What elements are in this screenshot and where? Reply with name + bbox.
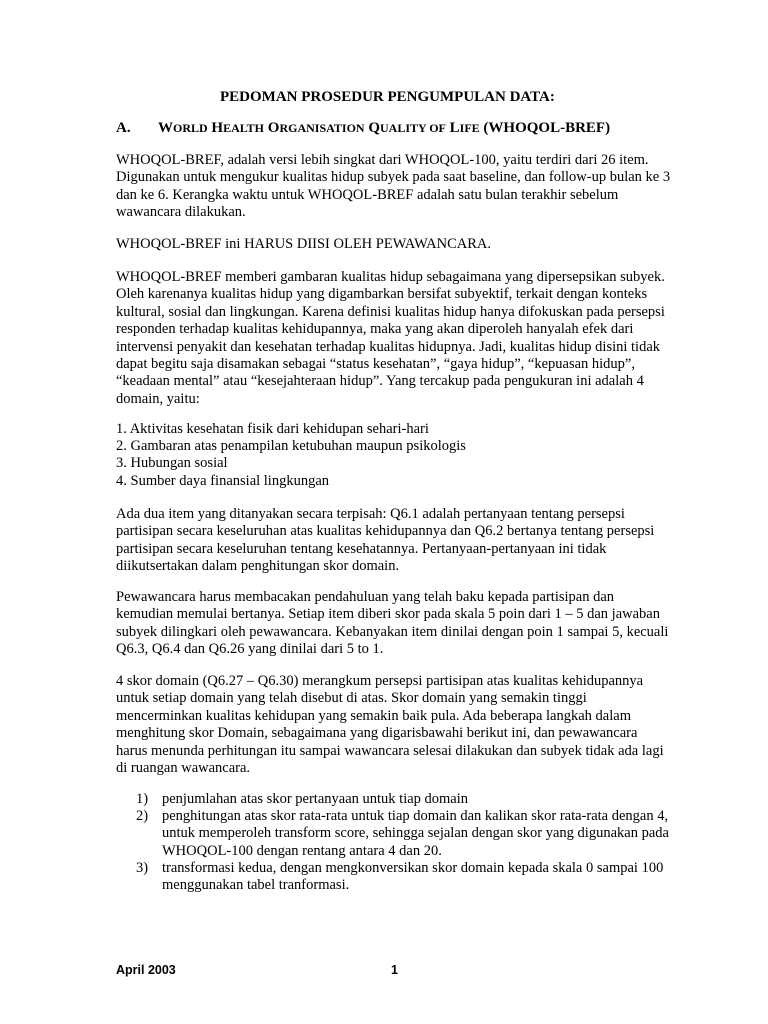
domain-list-item: 2. Gambaran atas penampilan ketubuhan maupun psikologis bbox=[116, 438, 466, 455]
section-word-cap: H bbox=[211, 120, 224, 136]
step-text: transformasi kedua, dengan mengkonversikan skor domain kepada skala 0 sampai 100 menggunakan tabel tranformasi. bbox=[162, 859, 664, 894]
paragraph-notice: WHOQOL-BREF ini HARUS DIISI OLEH PEWAWANCARA. bbox=[116, 236, 492, 252]
domain-list-item: 4. Sumber daya finansial lingkungan bbox=[116, 472, 330, 489]
steps-list bbox=[136, 791, 676, 894]
section-word-cap: L bbox=[449, 120, 460, 136]
paragraph-interviewer: Pewawancara harus membacakan pendahuluan yang telah baku kepada partisipan dan kemudian memulai bertanya. Setiap item diberi skor pada skala 5 poin dari 1 – 5 dan jawaban subyek dilingkari oleh pewawancara. Kebanyakan item dinilai dengan poin 1 sampai 5, kecuali Q6.3, Q6.4 dan Q6.26 yang dinilai dari 5 to 1. bbox=[116, 589, 669, 658]
paragraph-description: WHOQOL-BREF memberi gambaran kualitas hidup sebagaimana yang dipersepsikan subyek. Oleh karenanya kualitas hidup yang digambarkan bersifat subyektif, terkait dengan konteks kultural, sosial dan lingkungan. Karena definisi kualitas hidup hanya difokuskan pada persepsi responden terhadap kualitas kehidupannya, maka yang akan diperoleh hanyalah efek dari intervensi penyakit dan kesehatan terhadap kualitas hidupnya. Jadi, kualitas hidup disini tidak dapat begitu saja disamakan sebagai “status kesehatan”, “gaya hidup”, “kepuasan hidup”, “keadaan mental” atau “kesejahteraan hidup”. Yang tercakup pada pengukuran ini adalah 4 domain, yaitu: bbox=[116, 269, 665, 407]
section-heading bbox=[116, 119, 610, 137]
paragraph-domain-scores: 4 skor domain (Q6.27 – Q6.30) merangkum persepsi partisipan atas kualitas kehidupannya untuk setiap domain yang telah disebut di atas. Skor domain yang semakin tinggi mencerminkan kualitas kehidupan yang semakin baik pula. Ada beberapa langkah dalam menghitung skor Domain, sebagaimana yang digarisbawahi berikut ini, dan pewawancara harus menunda perhitungan itu sampai wawancara selesai dilakukan dan subyek tidak ada lagi di ruangan wawancara. bbox=[116, 673, 664, 777]
section-word-cap: Q bbox=[368, 120, 380, 136]
paragraph-separate-items: Ada dua item yang ditanyakan secara terpisah: Q6.1 adalah pertanyaan tentang persepsi partisipan secara keseluruhan atas kualitas kehidupannya dan Q6.2 bertanya tentang persepsi partisipan secara keseluruhan tentang kesehatannya. Pertanyaan-pertanyaan ini tidak diikutsertakan dalam penghitungan skor domain. bbox=[116, 506, 655, 575]
step-item bbox=[136, 808, 676, 860]
document-title: PEDOMAN PROSEDUR PENGUMPULAN DATA: bbox=[220, 89, 555, 105]
section-word-rest: IFE bbox=[459, 121, 480, 135]
section-letter: A. bbox=[116, 120, 131, 136]
step-text: penjumlahan atas skor pertanyaan untuk tiap domain bbox=[162, 791, 469, 807]
footer-date: April 2003 bbox=[116, 963, 176, 977]
step-text: penghitungan atas skor rata-rata untuk tiap domain dan kalikan skor rata-rata dengan 4, untuk memperoleh transform score, sehingga sejalan dengan skor yang digunakan pada WHOQOL-100 dengan rentang antara 4 dan 20. bbox=[162, 808, 669, 859]
footer-page-number: 1 bbox=[391, 963, 398, 977]
section-word-cap: O bbox=[267, 120, 280, 136]
step-marker: 2) bbox=[136, 808, 149, 825]
section-word-rest: RGANISATION bbox=[279, 121, 365, 135]
section-word-rest: ORLD bbox=[173, 121, 208, 135]
step-marker: 1) bbox=[136, 791, 149, 807]
step-marker: 3) bbox=[136, 859, 149, 876]
section-word-rest: EALTH bbox=[223, 121, 265, 135]
section-word-rest: UALITY OF bbox=[379, 121, 446, 135]
section-word-cap: W bbox=[158, 120, 173, 136]
domain-list bbox=[116, 421, 672, 490]
domain-list-item: 1. Aktivitas kesehatan fisik dari kehidupan sehari-hari bbox=[116, 421, 429, 437]
section-acronym: (WHOQOL-BREF) bbox=[483, 120, 611, 136]
paragraph-intro: WHOQOL-BREF, adalah versi lebih singkat dari WHOQOL-100, yaitu terdiri dari 26 item. Digunakan untuk mengukur kualitas hidup subyek pada saat baseline, dan follow-up bulan ke 3 dan ke 6. Kerangka waktu untuk WHOQOL-BREF adalah satu bulan terakhir sebelum wawancara dilakukan. bbox=[116, 152, 671, 221]
step-item bbox=[136, 860, 676, 894]
step-item bbox=[136, 791, 676, 808]
domain-list-item: 3. Hubungan sosial bbox=[116, 455, 228, 472]
